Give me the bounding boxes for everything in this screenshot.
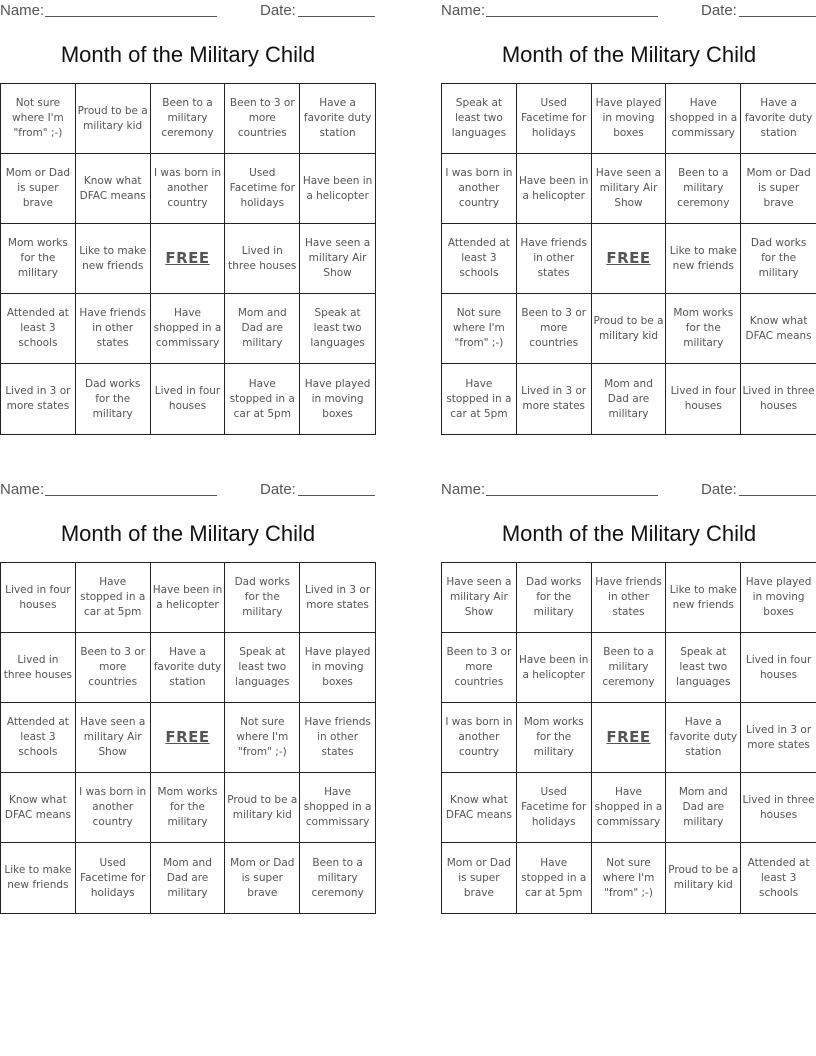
bingo-cell: Used Facetime for holidays xyxy=(517,84,592,154)
bingo-cell: Know what DFAC means xyxy=(76,154,151,224)
bingo-cell: Proud to be a military kid xyxy=(225,773,300,843)
bingo-cell: Like to make new friends xyxy=(76,224,151,294)
bingo-cell: Attended at least 3 schools xyxy=(747,856,810,899)
bingo-cell: Have stopped in a car at 5pm xyxy=(517,843,592,913)
bingo-grid xyxy=(0,562,376,914)
bingo-cell: Have friends in other states xyxy=(300,703,375,773)
bingo-cell: Lived in four houses xyxy=(1,563,76,633)
bingo-cell: Have friends in other states xyxy=(592,563,667,633)
bingo-cell: Have seen a military Air Show xyxy=(76,703,151,773)
bingo-card-1 xyxy=(0,0,376,440)
bingo-cell: Have a favorite duty station xyxy=(741,84,816,154)
bingo-cell: Mom and Dad are military xyxy=(151,843,226,913)
date-label: Date: xyxy=(260,481,296,498)
card-title: Month of the Military Child xyxy=(60,42,316,67)
name-label: Name: xyxy=(0,2,45,19)
date-blank[interactable] xyxy=(298,16,375,17)
bingo-cell: Mom or Dad is super brave xyxy=(1,154,76,224)
date-label: Date: xyxy=(701,481,737,498)
bingo-cell: Have a favorite duty station xyxy=(666,703,741,773)
bingo-cell: Have played in moving boxes xyxy=(592,84,667,154)
bingo-cell: Lived in 3 or more states xyxy=(1,364,76,434)
date-label: Date: xyxy=(701,2,737,19)
date-blank[interactable] xyxy=(298,495,375,496)
bingo-cell: Dad works for the military xyxy=(741,224,816,294)
bingo-grid xyxy=(0,83,376,435)
bingo-cell: Have been in a helicopter xyxy=(300,154,375,224)
name-label: Name: xyxy=(0,481,45,498)
bingo-cell: Lived in three houses xyxy=(225,224,300,294)
bingo-cell: Been to a military ceremony xyxy=(666,154,741,224)
bingo-cell: Mom and Dad are military xyxy=(666,773,741,843)
bingo-cell: Lived in four houses xyxy=(666,364,741,434)
bingo-cell: Not sure where I'm "from" ;-) xyxy=(592,843,667,913)
bingo-cell: Used Facetime for holidays xyxy=(225,154,300,224)
bingo-cell: Mom works for the military xyxy=(151,773,226,843)
bingo-cell: Have played in moving boxes xyxy=(304,377,371,420)
card-header xyxy=(441,481,816,499)
bingo-cell: I was born in another country xyxy=(76,773,151,843)
bingo-cell: Been to a military ceremony xyxy=(311,856,364,899)
bingo-cell: Attended at least 3 schools xyxy=(1,294,76,364)
bingo-cell: I was born in another country xyxy=(151,154,226,224)
bingo-cell: Used Facetime for holidays xyxy=(517,773,592,843)
bingo-cell: Speak at least two languages xyxy=(442,84,517,154)
bingo-cell: Lived in three houses xyxy=(742,385,815,412)
bingo-cell: Have stopped in a car at 5pm xyxy=(442,364,517,434)
bingo-cell: Mom works for the military xyxy=(666,294,741,364)
bingo-cell: Have seen a military Air Show xyxy=(592,154,667,224)
bingo-cell: Lived in four houses xyxy=(741,633,816,703)
bingo-cell: Have shopped in a commissary xyxy=(666,84,741,154)
bingo-cell: Have friends in other states xyxy=(517,224,592,294)
bingo-cell: Mom works for the military xyxy=(517,703,592,773)
bingo-cell: Been to 3 or more countries xyxy=(517,294,592,364)
bingo-cell: Proud to be a military kid xyxy=(666,843,741,913)
date-blank[interactable] xyxy=(739,16,816,17)
bingo-cell: Have a favorite duty station xyxy=(300,84,375,154)
card-header xyxy=(0,481,376,499)
bingo-card-3 xyxy=(0,479,376,919)
bingo-cell: Have shopped in a commissary xyxy=(300,773,375,843)
bingo-cell: Dad works for the military xyxy=(76,364,151,434)
bingo-cell: I was born in another country xyxy=(442,703,517,773)
bingo-cell: Know what DFAC means xyxy=(1,773,76,843)
bingo-cell: Been to 3 or more countries xyxy=(225,84,300,154)
bingo-cell: Have stopped in a car at 5pm xyxy=(225,364,300,434)
bingo-cell: Attended at least 3 schools xyxy=(1,703,76,773)
bingo-cell: Know what DFAC means xyxy=(442,773,517,843)
free-space: FREE xyxy=(592,703,667,773)
bingo-cell: Been to a military ceremony xyxy=(151,84,226,154)
name-blank[interactable] xyxy=(45,16,217,17)
bingo-cell: Have friends in other states xyxy=(76,294,151,364)
card-title: Month of the Military Child xyxy=(60,521,316,546)
bingo-cell: Dad works for the military xyxy=(225,563,300,633)
bingo-cell: Lived in three houses xyxy=(741,773,816,843)
bingo-cell: Speak at least two languages xyxy=(300,294,375,364)
bingo-card-2 xyxy=(441,0,816,440)
bingo-card-4 xyxy=(441,479,816,919)
bingo-cell: Mom works for the military xyxy=(1,224,76,294)
bingo-cell: Speak at least two languages xyxy=(225,633,300,703)
bingo-cell: Have stopped in a car at 5pm xyxy=(76,563,151,633)
bingo-cell: Dad works for the military xyxy=(517,563,592,633)
name-blank[interactable] xyxy=(45,495,217,496)
card-header xyxy=(0,2,376,20)
bingo-cell: Not sure where I'm "from" ;-) xyxy=(225,703,300,773)
bingo-cell: Have been in a helicopter xyxy=(517,154,592,224)
card-header xyxy=(441,2,816,20)
bingo-grid xyxy=(441,83,816,435)
bingo-cell: Like to make new friends xyxy=(666,224,741,294)
bingo-cell: Have seen a military Air Show xyxy=(300,224,375,294)
bingo-cell: Have shopped in a commissary xyxy=(151,294,226,364)
bingo-cell: Proud to be a military kid xyxy=(76,84,151,154)
free-space: FREE xyxy=(151,224,226,294)
name-blank[interactable] xyxy=(486,495,658,496)
bingo-cell: Mom and Dad are military xyxy=(592,364,667,434)
date-blank[interactable] xyxy=(739,495,816,496)
bingo-cell: Lived in four houses xyxy=(151,364,226,434)
bingo-cell: Mom and Dad are military xyxy=(225,294,300,364)
card-title: Month of the Military Child xyxy=(501,521,757,546)
bingo-cell: Have been in a helicopter xyxy=(517,633,592,703)
bingo-cell: Speak at least two languages xyxy=(666,633,741,703)
bingo-cell: Know what DFAC means xyxy=(741,294,816,364)
bingo-cell: Been to 3 or more countries xyxy=(76,633,151,703)
free-space: FREE xyxy=(592,224,667,294)
bingo-cell: Been to a military ceremony xyxy=(592,633,667,703)
bingo-cell: Been to 3 or more countries xyxy=(442,633,517,703)
bingo-cell: Mom or Dad is super brave xyxy=(225,843,300,913)
bingo-cell: Not sure where I'm "from" ;-) xyxy=(1,84,76,154)
date-label: Date: xyxy=(260,2,296,19)
free-space: FREE xyxy=(151,703,226,773)
bingo-cell: Proud to be a military kid xyxy=(592,294,667,364)
bingo-cell: Have played in moving boxes xyxy=(300,633,375,703)
name-blank[interactable] xyxy=(486,16,658,17)
bingo-cell: Lived in three houses xyxy=(1,633,76,703)
bingo-cell: Have seen a military Air Show xyxy=(442,563,517,633)
name-label: Name: xyxy=(441,481,486,498)
card-title: Month of the Military Child xyxy=(501,42,757,67)
bingo-cell: Like to make new friends xyxy=(666,563,741,633)
bingo-cell: Mom or Dad is super brave xyxy=(741,154,816,224)
bingo-cell: Lived in 3 or more states xyxy=(300,563,375,633)
bingo-cell: Not sure where I'm "from" ;-) xyxy=(442,294,517,364)
bingo-cell: Have been in a helicopter xyxy=(151,563,226,633)
bingo-cell: I was born in another country xyxy=(442,154,517,224)
bingo-cell: Attended at least 3 schools xyxy=(442,224,517,294)
bingo-cell: Have a favorite duty station xyxy=(151,633,226,703)
bingo-cell: Lived in 3 or more states xyxy=(517,364,592,434)
name-label: Name: xyxy=(441,2,486,19)
bingo-grid xyxy=(441,562,816,914)
bingo-cell: Mom or Dad is super brave xyxy=(442,843,517,913)
bingo-cell: Have played in moving boxes xyxy=(741,563,816,633)
bingo-cell: Lived in 3 or more states xyxy=(741,703,816,773)
bingo-cell: Have shopped in a commissary xyxy=(592,773,667,843)
bingo-cell: Like to make new friends xyxy=(1,843,76,913)
bingo-cell: Used Facetime for holidays xyxy=(76,843,151,913)
